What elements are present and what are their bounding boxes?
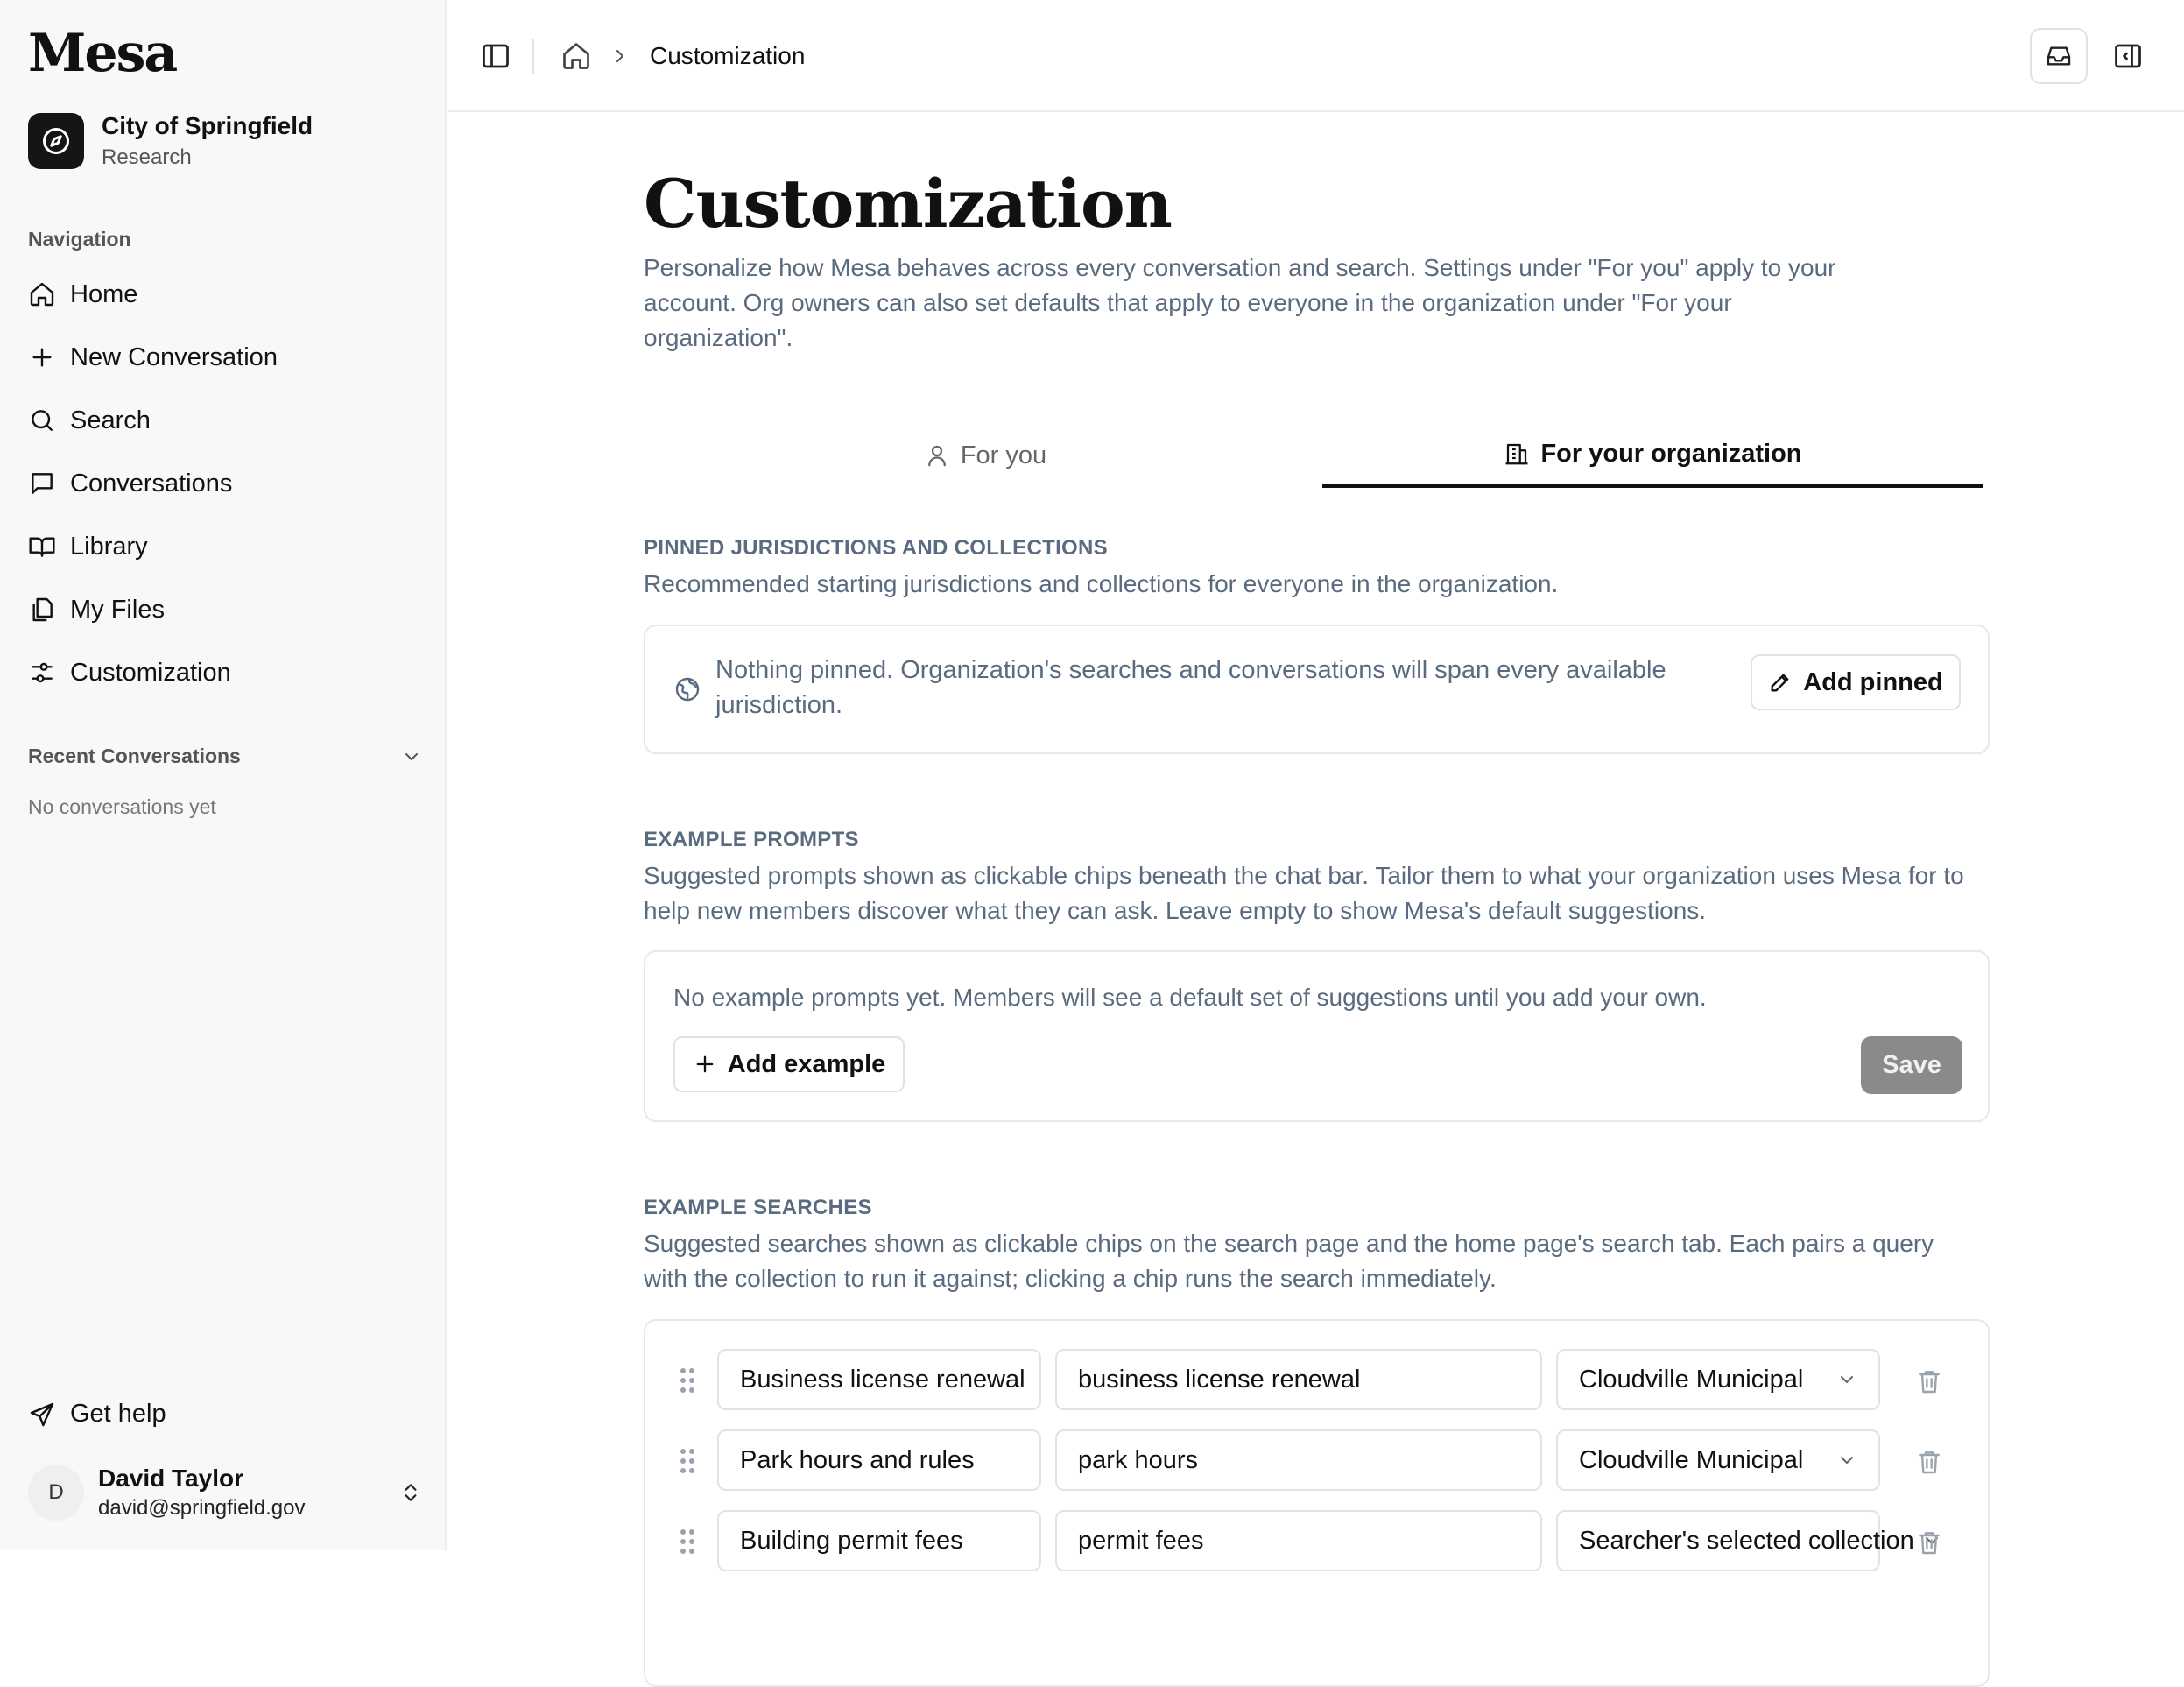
send-icon xyxy=(28,1401,56,1429)
prompts-card xyxy=(644,950,1990,1122)
trash-icon[interactable] xyxy=(1915,1528,1943,1557)
sliders-icon xyxy=(28,659,56,687)
drag-handle-icon[interactable] xyxy=(679,1447,696,1475)
right-panel-toggle-icon[interactable] xyxy=(2112,40,2144,72)
sidebar-item-customization[interactable] xyxy=(28,641,422,704)
brand-logo[interactable]: Mesa xyxy=(28,23,177,84)
add-example-button[interactable] xyxy=(673,1036,905,1092)
table-row xyxy=(645,1349,1991,1412)
org-name: City of Springfield xyxy=(102,112,314,139)
add-pinned-label: Add pinned xyxy=(1803,667,1943,696)
drag-handle-icon[interactable] xyxy=(679,1528,696,1556)
searches-section-description: Suggested searches shown as clickable chips on the search page and the home page's search tab. Each pairs a query with the collection to run it against; clicking a chip runs the search immediately. xyxy=(644,1230,1934,1292)
chevron-down-icon xyxy=(401,746,422,767)
prompts-section-description: Suggested prompts shown as clickable chips beneath the chat bar. Tailor them to what your organization uses Mesa for to help new members discover what they can ask. Leave empty to show Mesa's default suggestions. xyxy=(644,862,1964,924)
sidebar-item-label: Customization xyxy=(70,658,231,687)
recent-conversations-toggle[interactable] xyxy=(28,745,422,768)
prompts-empty-text: No example prompts yet. Members will see a default set of suggestions until you add your own. xyxy=(673,984,1707,1011)
add-pinned-button[interactable] xyxy=(1751,654,1961,710)
building-icon xyxy=(1504,441,1530,467)
tab-label: For you xyxy=(960,441,1047,469)
pinned-empty-text: Nothing pinned. Organization's searches and conversations will span every available jurisdiction. xyxy=(715,656,1666,719)
user-email: david@springfield.gov xyxy=(98,1496,306,1520)
search-query-input[interactable]: park hours xyxy=(1055,1429,1542,1491)
chevron-down-icon xyxy=(1836,1369,1857,1390)
inbox-icon xyxy=(2045,42,2073,70)
search-label-input[interactable]: Park hours and rules xyxy=(717,1429,1041,1491)
sidebar-item-label: Search xyxy=(70,406,151,434)
trash-icon[interactable] xyxy=(1915,1366,1943,1396)
inbox-button[interactable] xyxy=(2030,28,2088,84)
plus-icon xyxy=(28,343,56,371)
sidebar-item-label: Home xyxy=(70,279,138,308)
sidebar-toggle-icon[interactable] xyxy=(480,40,511,72)
globe-icon xyxy=(673,675,701,703)
collection-select[interactable] xyxy=(1556,1429,1880,1491)
sidebar-item-home[interactable] xyxy=(28,263,422,326)
sidebar-item-search[interactable] xyxy=(28,389,422,452)
nav-section-label: Navigation xyxy=(28,228,131,251)
sidebar-item-library[interactable] xyxy=(28,515,422,578)
searches-section-title: EXAMPLE SEARCHES xyxy=(644,1196,872,1219)
pencil-icon xyxy=(1768,670,1793,695)
chevron-right-icon xyxy=(609,46,631,67)
table-row xyxy=(645,1510,1991,1573)
pinned-section-title: PINNED JURISDICTIONS AND COLLECTIONS xyxy=(644,536,1108,560)
trash-icon[interactable] xyxy=(1915,1447,1943,1477)
search-label-input[interactable]: Business license renewal xyxy=(717,1349,1041,1410)
drag-handle-icon[interactable] xyxy=(679,1366,696,1394)
tabs xyxy=(644,423,1983,488)
pinned-section-description: Recommended starting jurisdictions and collections for everyone in the organization. xyxy=(644,570,1559,597)
user-name: David Taylor xyxy=(98,1465,243,1492)
get-help-label: Get help xyxy=(70,1400,166,1428)
prompts-section-title: EXAMPLE PROMPTS xyxy=(644,828,859,851)
book-icon xyxy=(28,533,56,561)
home-icon xyxy=(28,280,56,308)
search-icon xyxy=(28,406,56,434)
sidebar-item-conversations[interactable] xyxy=(28,452,422,515)
search-query-input[interactable]: business license renewal xyxy=(1055,1349,1542,1410)
avatar: D xyxy=(28,1465,84,1521)
page-title: Customization xyxy=(644,165,1172,243)
tab-for-you[interactable] xyxy=(644,423,1327,488)
chat-icon xyxy=(28,469,56,498)
search-label-input[interactable]: Building permit fees xyxy=(717,1510,1041,1571)
org-switcher[interactable] xyxy=(28,112,313,170)
sidebar-item-my-files[interactable] xyxy=(28,578,422,641)
sidebar-item-label: New Conversation xyxy=(70,342,278,371)
sidebar-item-label: Library xyxy=(70,532,148,561)
searches-card xyxy=(644,1319,1990,1687)
tab-for-your-organization[interactable] xyxy=(1322,423,1983,488)
recent-conversations-empty: No conversations yet xyxy=(28,795,216,818)
breadcrumb-current: Customization xyxy=(650,42,806,69)
recent-conversations-label: Recent Conversations xyxy=(28,745,241,767)
user-menu[interactable] xyxy=(28,1465,422,1521)
collection-select-value: Cloudville Municipal xyxy=(1579,1365,1804,1394)
tab-label: For your organization xyxy=(1540,439,1802,468)
sidebar-item-label: My Files xyxy=(70,595,165,624)
chevrons-up-down-icon xyxy=(399,1481,422,1504)
sidebar-item-new-conversation[interactable] xyxy=(28,326,422,389)
sidebar-nav xyxy=(28,263,422,704)
files-icon xyxy=(28,596,56,624)
user-icon xyxy=(924,442,950,469)
save-button[interactable]: Save xyxy=(1861,1036,1962,1094)
table-row xyxy=(645,1429,1991,1493)
page-description: Personalize how Mesa behaves across every conversation and search. Settings under "For you" apply to your account. Org owners can also set defaults that apply to everyone in the organization under "For your organization". xyxy=(644,254,1836,351)
sidebar-item-label: Conversations xyxy=(70,469,233,498)
search-query-input[interactable]: permit fees xyxy=(1055,1510,1542,1571)
get-help-button[interactable] xyxy=(28,1400,166,1429)
org-subtitle: Research xyxy=(102,145,192,169)
compass-icon xyxy=(28,113,84,169)
topbar-divider xyxy=(532,39,534,74)
collection-select-value: Searcher's selected collection xyxy=(1579,1526,1914,1555)
top-bar xyxy=(448,0,2184,112)
chevron-down-icon xyxy=(1836,1450,1857,1471)
collection-select[interactable] xyxy=(1556,1349,1880,1410)
collection-select-value: Cloudville Municipal xyxy=(1579,1445,1804,1474)
add-example-label: Add example xyxy=(727,1049,886,1078)
breadcrumb-home-icon[interactable] xyxy=(560,40,592,72)
sidebar xyxy=(0,0,447,1550)
collection-select[interactable] xyxy=(1556,1510,1914,1571)
pinned-card xyxy=(644,625,1990,754)
plus-icon xyxy=(693,1052,717,1076)
